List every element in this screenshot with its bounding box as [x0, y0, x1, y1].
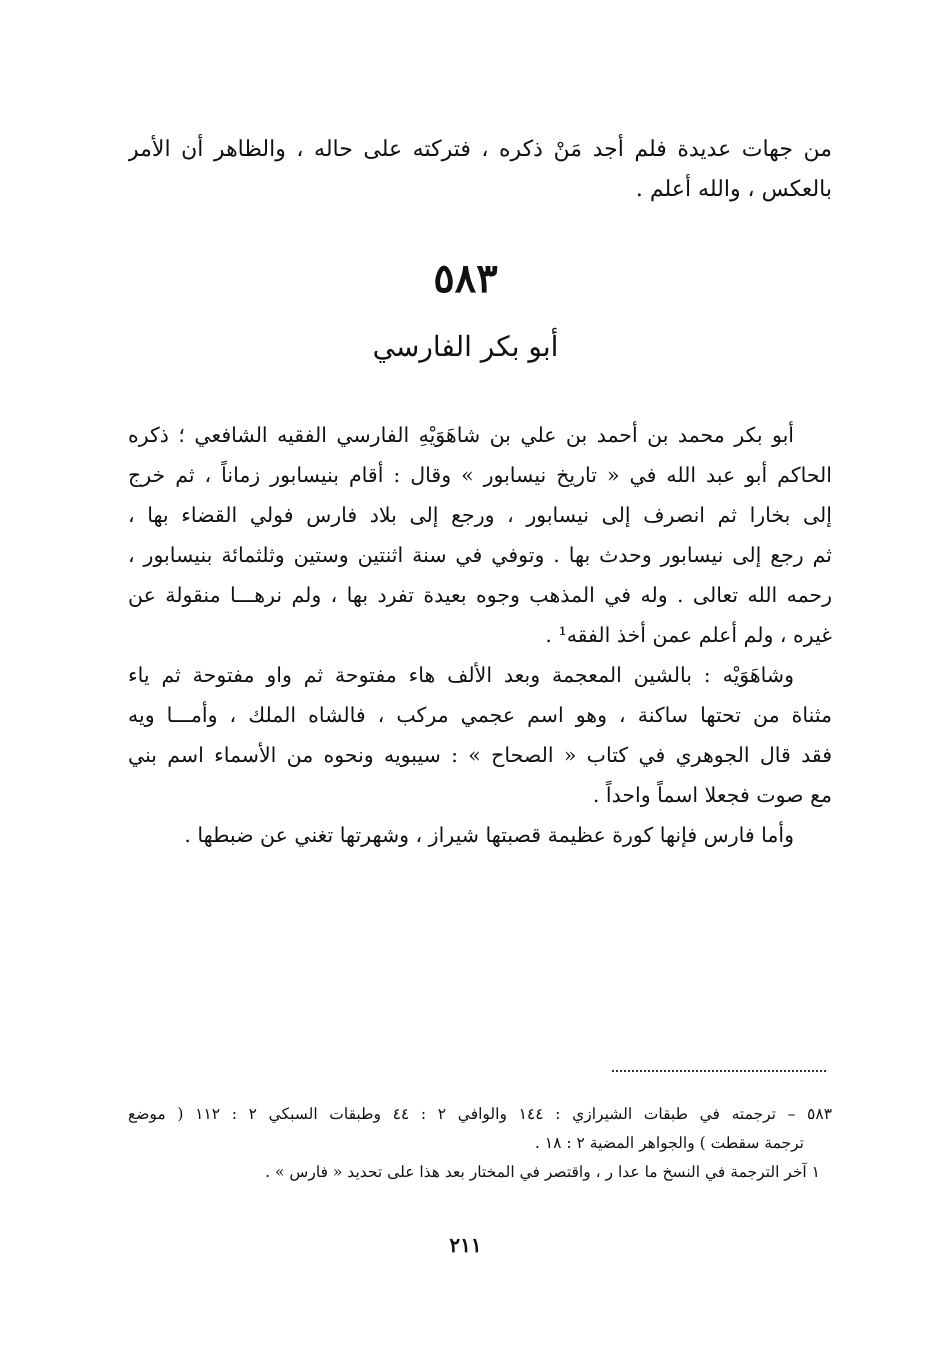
entry-number: ٥٨٣	[433, 255, 498, 302]
footnote-separator	[612, 1070, 826, 1072]
body-line: مثناة من تحتها ساكنة ، وهو اسم عجمي مركب ، فالشاه الملك ، وأمـــا ويه	[128, 703, 832, 727]
body-line: ثم رجع إلى نيسابور وحدث بها . وتوفي في سنة اثنتين وستين وثلثمائة بنيسابور ،	[128, 543, 832, 567]
entry-title: أبو بكر الفارسي	[372, 330, 559, 363]
body-line: غيره ، ولم أعلم عمن أخذ الفقه¹ .	[545, 623, 832, 647]
intro-paragraph	[128, 130, 832, 210]
footnote-line: ترجمة سقطت ) والجواهر المضية ٢ : ١٨ .	[534, 1134, 804, 1152]
footnotes	[128, 1100, 832, 1187]
footnote-line: ٥٨٣ – ترجمته في طبقات الشيرازي : ١٤٤ والوافي ٢ : ٤٤ وطبقات السبكي ٢ : ١١٢ ( موضع	[128, 1105, 832, 1123]
body-line: رحمه الله تعالى . وله في المذهب وجوه بعيدة تفرد بها ، ولم نرهـــا منقولة عن	[128, 583, 832, 607]
entry-body	[128, 415, 832, 855]
body-line: وأما فارس فإنها كورة عظيمة قصبتها شيراز ، وشهرتها تغني عن ضبطها .	[184, 823, 794, 847]
intro-line: بالعكس ، والله أعلم .	[635, 177, 832, 202]
body-line: إلى بخارا ثم انصرف إلى نيسابور ، ورجع إلى بلاد فارس فولي القضاء بها ،	[128, 503, 832, 527]
intro-line: من جهات عديدة فلم أجد مَنْ ذكره ، فتركته على حاله ، والظاهر أن الأمر	[128, 137, 832, 162]
page-number: ٢١١	[449, 1233, 482, 1257]
body-line: فقد قال الجوهري في كتاب « الصحاح » : سيبويه ونحوه من الأسماء اسم بني	[128, 743, 832, 767]
footnote-line: ١ آخر الترجمة في النسخ ما عدا ر ، واقتصر في المختار بعد هذا على تحديد « فارس » .	[265, 1163, 820, 1181]
body-line: وشاهَوَيْه : بالشين المعجمة وبعد الألف هاء مفتوحة ثم واو مفتوحة ثم ياء	[128, 663, 794, 687]
body-line: أبو بكر محمد بن أحمد بن علي بن شاهَوَيْهِ الفارسي الفقيه الشافعي ؛ ذكره	[128, 423, 794, 447]
body-line: مع صوت فجعلا اسماً واحداً .	[592, 783, 832, 807]
body-line: الحاكم أبو عبد الله في « تاريخ نيسابور » وقال : أقام بنيسابور زماناً ، ثم خرج	[128, 463, 832, 487]
